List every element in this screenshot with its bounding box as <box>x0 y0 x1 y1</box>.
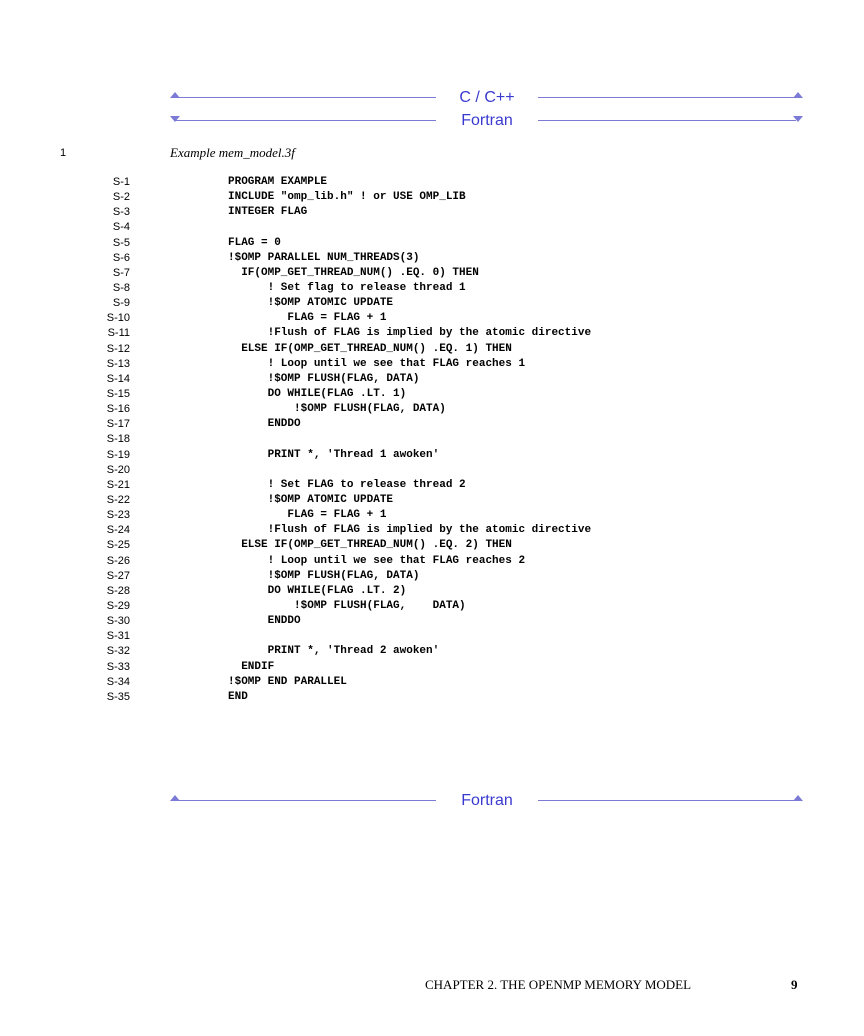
code-line <box>0 448 864 463</box>
code-line <box>0 342 864 357</box>
code-line-text: END <box>228 690 248 703</box>
fortran-end-marker-label: Fortran <box>461 792 513 809</box>
code-line <box>0 372 864 387</box>
marker-rule <box>174 120 436 121</box>
code-line-text: ENDIF <box>228 660 275 673</box>
code-line-number: S-3 <box>112 206 130 219</box>
code-line-number: S-21 <box>106 478 130 491</box>
code-line-number: S-23 <box>106 509 130 522</box>
code-line <box>0 311 864 326</box>
code-line-text: FLAG = 0 <box>228 236 281 249</box>
code-line-number: S-16 <box>106 403 130 416</box>
c-cpp-marker-label: C / C++ <box>459 89 515 106</box>
code-line <box>0 281 864 296</box>
code-line-number: S-25 <box>106 539 130 552</box>
code-line <box>0 220 864 235</box>
code-line-text: PROGRAM EXAMPLE <box>228 176 328 188</box>
code-line-text: INCLUDE "omp_lib.h" ! or USE OMP_LIB <box>228 191 466 204</box>
code-line-text: ! Loop until we see that FLAG reaches 1 <box>228 357 526 370</box>
code-line-text: !$OMP FLUSH(FLAG, DATA) <box>228 372 420 385</box>
fortran-end-marker <box>170 791 803 811</box>
code-line <box>0 690 864 705</box>
code-line <box>0 417 864 432</box>
code-line-text: ! Loop until we see that FLAG reaches 2 <box>228 554 526 567</box>
code-line <box>0 236 864 251</box>
code-line-text: PRINT *, 'Thread 2 awoken' <box>228 645 440 658</box>
marker-rule <box>538 120 796 121</box>
code-line <box>0 190 864 205</box>
marker-rule <box>174 800 436 801</box>
code-line-text: !$OMP FLUSH(FLAG, DATA) <box>228 599 466 612</box>
code-line-text: ELSE IF(OMP_GET_THREAD_NUM() .EQ. 1) THEN <box>228 342 512 355</box>
code-line-number: S-31 <box>106 630 130 643</box>
code-line <box>0 326 864 341</box>
code-line-number: S-14 <box>106 372 130 385</box>
code-line-text: !$OMP FLUSH(FLAG, DATA) <box>228 569 420 582</box>
code-line-number: S-29 <box>106 599 130 612</box>
code-line-number: S-15 <box>106 387 130 400</box>
code-line <box>0 402 864 417</box>
arrow-down-icon <box>170 116 180 122</box>
code-line-text: !$OMP END PARALLEL <box>228 675 347 688</box>
code-line <box>0 432 864 447</box>
code-line-text: FLAG = FLAG + 1 <box>228 509 387 522</box>
code-line <box>0 584 864 599</box>
code-line <box>0 554 864 569</box>
code-line <box>0 493 864 508</box>
code-line-number: S-13 <box>106 357 130 370</box>
c-cpp-start-marker <box>170 88 803 108</box>
code-line-text: ENDDO <box>228 418 301 431</box>
code-line-text: ENDDO <box>228 615 301 628</box>
code-line-number: S-26 <box>106 554 130 567</box>
code-line <box>0 478 864 493</box>
code-line-text: !$OMP PARALLEL NUM_THREADS(3) <box>228 251 420 264</box>
code-line-number: S-22 <box>106 493 130 506</box>
code-line-text: !Flush of FLAG is implied by the atomic directive <box>228 327 592 340</box>
page-number: 9 <box>791 977 798 992</box>
code-line <box>0 508 864 523</box>
code-line-number: S-27 <box>106 569 130 582</box>
code-line <box>0 629 864 644</box>
code-line-number: S-35 <box>106 690 130 703</box>
example-caption: Example mem_model.3f <box>170 145 295 160</box>
code-line-number: S-1 <box>112 176 130 188</box>
code-line <box>0 538 864 553</box>
code-line-number: S-9 <box>112 297 130 310</box>
code-line-number: S-11 <box>107 327 130 340</box>
code-line-number: S-28 <box>106 584 130 597</box>
code-line <box>0 569 864 584</box>
marker-rule <box>174 97 436 98</box>
code-line-number: S-19 <box>106 448 130 461</box>
code-line <box>0 251 864 266</box>
arrow-up-icon <box>793 795 803 801</box>
code-line-text: ELSE IF(OMP_GET_THREAD_NUM() .EQ. 2) THEN <box>228 539 512 552</box>
code-line <box>0 644 864 659</box>
page-footer <box>425 977 805 993</box>
code-line <box>0 175 864 190</box>
code-listing <box>0 175 864 705</box>
marker-rule <box>538 97 796 98</box>
code-line <box>0 660 864 675</box>
code-line-number: S-24 <box>106 524 130 537</box>
code-line-number: S-30 <box>106 615 130 628</box>
code-line-text: INTEGER FLAG <box>228 206 308 219</box>
code-line-number: S-12 <box>106 342 130 355</box>
code-line-text: FLAG = FLAG + 1 <box>228 312 387 325</box>
code-line-number: S-4 <box>112 221 130 234</box>
code-line-text: !$OMP ATOMIC UPDATE <box>228 493 394 506</box>
marker-rule <box>538 800 796 801</box>
code-line <box>0 523 864 538</box>
code-line-number: S-32 <box>106 645 130 658</box>
code-line-number: S-33 <box>106 660 130 673</box>
code-line-text: PRINT *, 'Thread 1 awoken' <box>228 448 440 461</box>
code-line-number: S-20 <box>106 463 130 476</box>
code-line-number: S-34 <box>106 675 130 688</box>
code-line-number: S-18 <box>106 433 130 446</box>
code-line-number: S-6 <box>112 251 130 264</box>
chapter-title: CHAPTER 2. THE OPENMP MEMORY MODEL <box>425 977 692 992</box>
code-line-number: S-10 <box>106 312 130 325</box>
code-line <box>0 266 864 281</box>
code-line <box>0 599 864 614</box>
code-line <box>0 205 864 220</box>
margin-line-number: 1 <box>60 147 67 159</box>
arrow-down-icon <box>793 116 803 122</box>
code-line-number: S-2 <box>112 191 130 204</box>
code-line <box>0 387 864 402</box>
fortran-start-marker <box>170 111 803 131</box>
code-line-number: S-17 <box>106 418 130 431</box>
code-line-text: DO WHILE(FLAG .LT. 2) <box>228 584 407 597</box>
code-line-text: DO WHILE(FLAG .LT. 1) <box>228 387 407 400</box>
code-line-text: !$OMP FLUSH(FLAG, DATA) <box>228 403 446 416</box>
code-line-number: S-7 <box>112 266 130 279</box>
code-line-text: ! Set FLAG to release thread 2 <box>228 478 466 491</box>
code-line <box>0 357 864 372</box>
code-line-text: ! Set flag to release thread 1 <box>228 281 466 294</box>
code-line <box>0 614 864 629</box>
code-line-text: !$OMP ATOMIC UPDATE <box>228 297 394 310</box>
code-line-text: !Flush of FLAG is implied by the atomic directive <box>228 524 592 537</box>
code-line <box>0 296 864 311</box>
code-line <box>0 463 864 478</box>
fortran-marker-label: Fortran <box>461 112 513 129</box>
code-line <box>0 675 864 690</box>
code-line-number: S-8 <box>112 281 130 294</box>
code-line-text: IF(OMP_GET_THREAD_NUM() .EQ. 0) THEN <box>228 266 479 279</box>
code-line-number: S-5 <box>112 236 130 249</box>
arrow-up-icon <box>793 92 803 98</box>
